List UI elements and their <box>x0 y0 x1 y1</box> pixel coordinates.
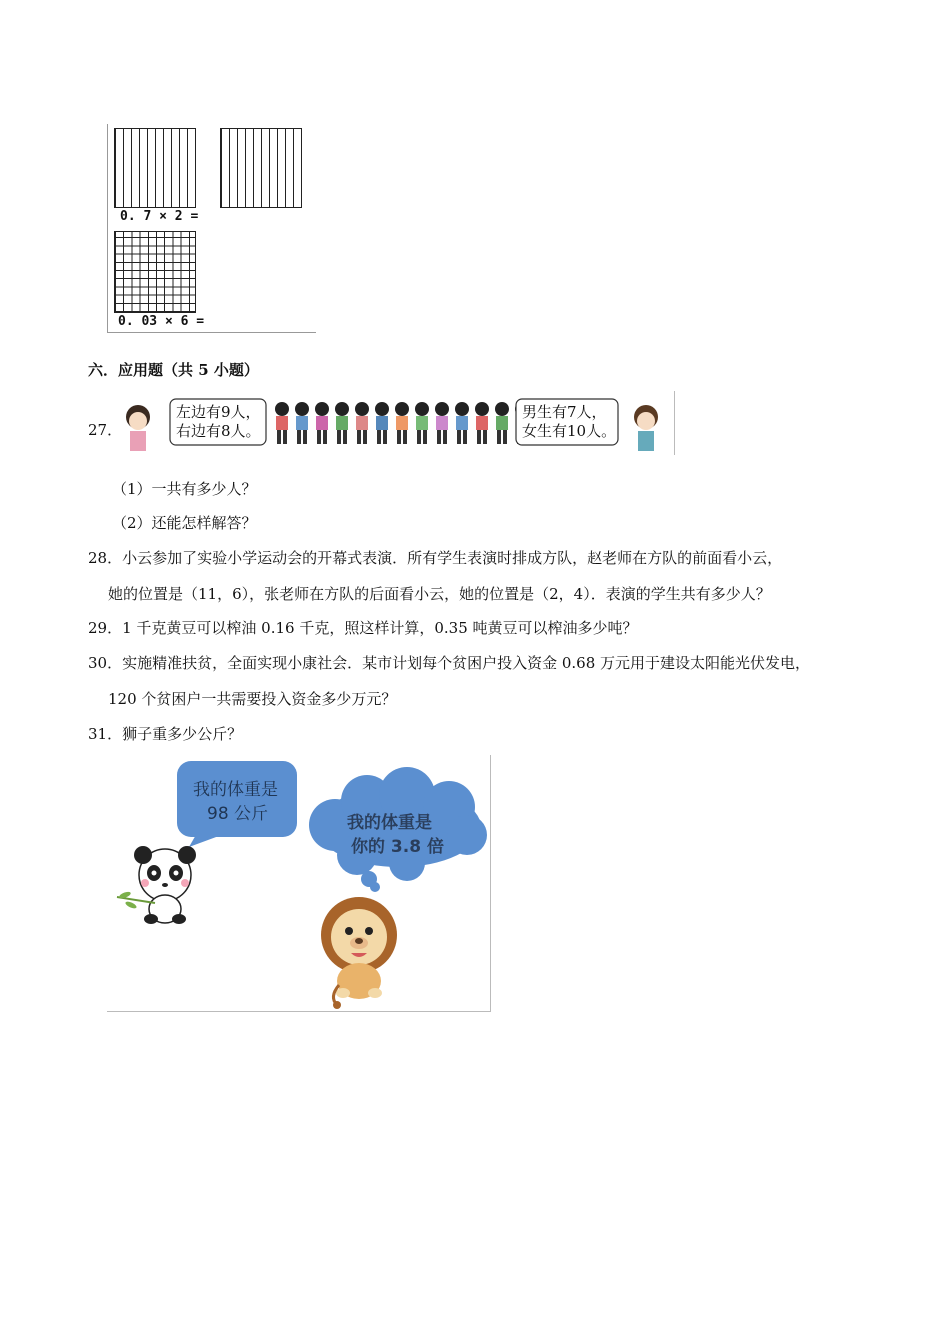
q27-illustration <box>120 391 675 455</box>
q27-bubble-right-line2: 女生有10人。 <box>522 422 617 440</box>
figure-26 <box>107 124 316 333</box>
q27-sub2: （2）还能怎样解答？ <box>112 514 257 532</box>
q27-number: 27． <box>88 421 123 439</box>
grid-tenths-2 <box>220 128 302 208</box>
lion-bubble-line1: 我的体重是 <box>347 813 432 833</box>
panda-icon <box>117 846 196 924</box>
caption-1: 0. 7 × 2 = <box>120 209 199 224</box>
q29-line1: 29．1 千克黄豆可以榨油 0.16 千克，照这样计算，0.35 吨黄豆可以榨油多少吨？ <box>88 619 638 637</box>
q31-line1: 31．狮子重多少公斤？ <box>88 725 243 743</box>
girl-icon <box>126 405 150 451</box>
q27-sub1: （1）一共有多少人？ <box>112 480 257 498</box>
q27-bubble-left-line1: 左边有9人， <box>176 403 261 421</box>
grid-tenths-1 <box>114 128 196 208</box>
panda-bubble-line1: 我的体重是 <box>193 780 278 800</box>
q28-line2: 她的位置是（11，6），张老师在方队的后面看小云，她的位置是（2，4）．表演的学生共有多少人？ <box>108 585 771 603</box>
boy-icon <box>634 405 658 451</box>
q31-illustration <box>107 755 491 1012</box>
q28-line1: 28．小云参加了实验小学运动会的开幕式表演．所有学生表演时排成方队，赵老师在方队的前面看小云， <box>88 549 783 567</box>
lion-icon <box>321 897 397 1009</box>
q27-bubble-right-line1: 男生有7人， <box>522 403 607 421</box>
q30-line2: 120 个贫困户一共需要投入资金多少万元？ <box>108 690 397 708</box>
caption-2: 0. 03 × 6 = <box>118 314 205 329</box>
q31-scene <box>107 755 490 1011</box>
grid-hundredths <box>114 231 196 313</box>
section-heading: 六．应用题（共 5 小题） <box>88 361 259 379</box>
q30-line1: 30．实施精准扶贫，全面实现小康社会．某市计划每个贫困户投入资金 0.68 万元用于建设太阳能光伏发电， <box>88 654 811 672</box>
q27-bubble-left-line2: 右边有8人。 <box>176 422 261 440</box>
lion-bubble-line2: 你的 3.8 倍 <box>351 837 444 857</box>
panda-bubble-line2: 98 公斤 <box>207 804 269 824</box>
